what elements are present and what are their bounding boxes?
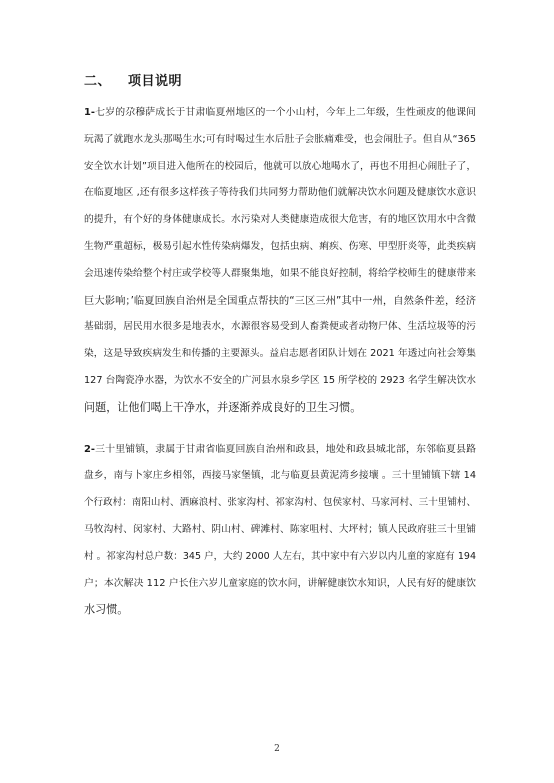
paragraph-spacer	[84, 422, 476, 437]
paragraph-2	[84, 437, 476, 625]
text-line: 个行政村：南阳山村、洒麻浪村、张家沟村、祁家沟村、包侯家村、马家河村、三十里铺村、	[84, 497, 476, 509]
text-line: 染，这是导致疾病发生和传播的主要源头。益启志愿者团队计划在 2021 年透过向社会筹集	[84, 348, 476, 360]
text-line: 1-七岁的尕穆萨成长于甘肃临夏州地区的一个小山村，今年上二年级，生性顽皮的他课间	[84, 107, 476, 118]
text-line: 基础弱，居民用水很多是地表水，水源很容易受到人畜粪便或者动物尸体、生活垃圾等的污	[84, 321, 476, 333]
text-line: 玩渴了就跑水龙头那喝生水;可有时喝过生水后肚子会胀痛难受，也会闹肚子。但自从“365	[84, 133, 476, 145]
text-line: 127 台陶瓷净水器，为饮水不安全的广河县水泉乡学区 15 所学校的 2923 名学生解决饮水	[84, 374, 476, 386]
text-line: 村 。祁家沟村总户数：345 户，大约 2000 人左右，其中家中有六岁以内儿童的家庭有 194	[84, 550, 476, 562]
text-line: 2-三十里铺镇，隶属于甘肃省临夏回族自治州和政县，地处和政县城北部，东邻临夏县路	[84, 443, 476, 455]
text-line: 户；本次解决 112 户长住六岁儿童家庭的饮水问，讲解健康饮水知识，人民有好的健康饮	[84, 577, 476, 589]
section-title: 项目说明	[128, 74, 183, 89]
text-line: 的提升，有个好的身体健康成长。水污染对人类健康造成很大危害，有的地区饮用水中含微	[84, 214, 476, 226]
text-line: 会迅速传染给整个村庄或学校等人群聚集地，如果不能良好控制，将给学校师生的健康带来	[84, 267, 476, 279]
text-line: 在临夏地区 ,还有很多这样孩子等待我们共同努力帮助他们就解决饮水问题及健康饮水意识	[84, 187, 476, 199]
body-text	[84, 100, 476, 624]
text-line: 巨大影响；’临夏回族自治州是全国重点帮扶的“三区三州”其中一州，自然条件差，经济	[84, 294, 476, 307]
text-line: 问题，让他们喝上干净水，并逐渐养成良好的卫生习惯。	[84, 400, 362, 414]
paragraph-1	[84, 100, 476, 422]
section-heading	[84, 70, 182, 89]
section-number: 二、	[84, 74, 112, 89]
text-line: 生物严重超标，极易引起水性传染病爆发，包括虫病、痢疾、伤寒、甲型肝炎等，此类疾病	[84, 240, 476, 252]
text-line: 安全饮水计划”项目进入他所在的校园后，他就可以放心地喝水了，再也不用担心闹肚子了，	[84, 160, 476, 172]
text-line: 马牧沟村、闵家村、大路村、阴山村、碑滩村、陈家咀村、大坪村；镇人民政府驻三十里铺	[84, 523, 476, 535]
text-line: 盘乡，南与卜家庄乡相邻，西接马家堡镇，北与临夏县黄泥湾乡接壤 。三十里铺镇下辖 14	[84, 470, 476, 482]
page-number: 2	[274, 744, 280, 754]
text-line: 水习惯。	[84, 603, 129, 617]
paragraph-marker: 2-	[84, 443, 95, 455]
paragraph-marker: 1-	[84, 107, 95, 118]
